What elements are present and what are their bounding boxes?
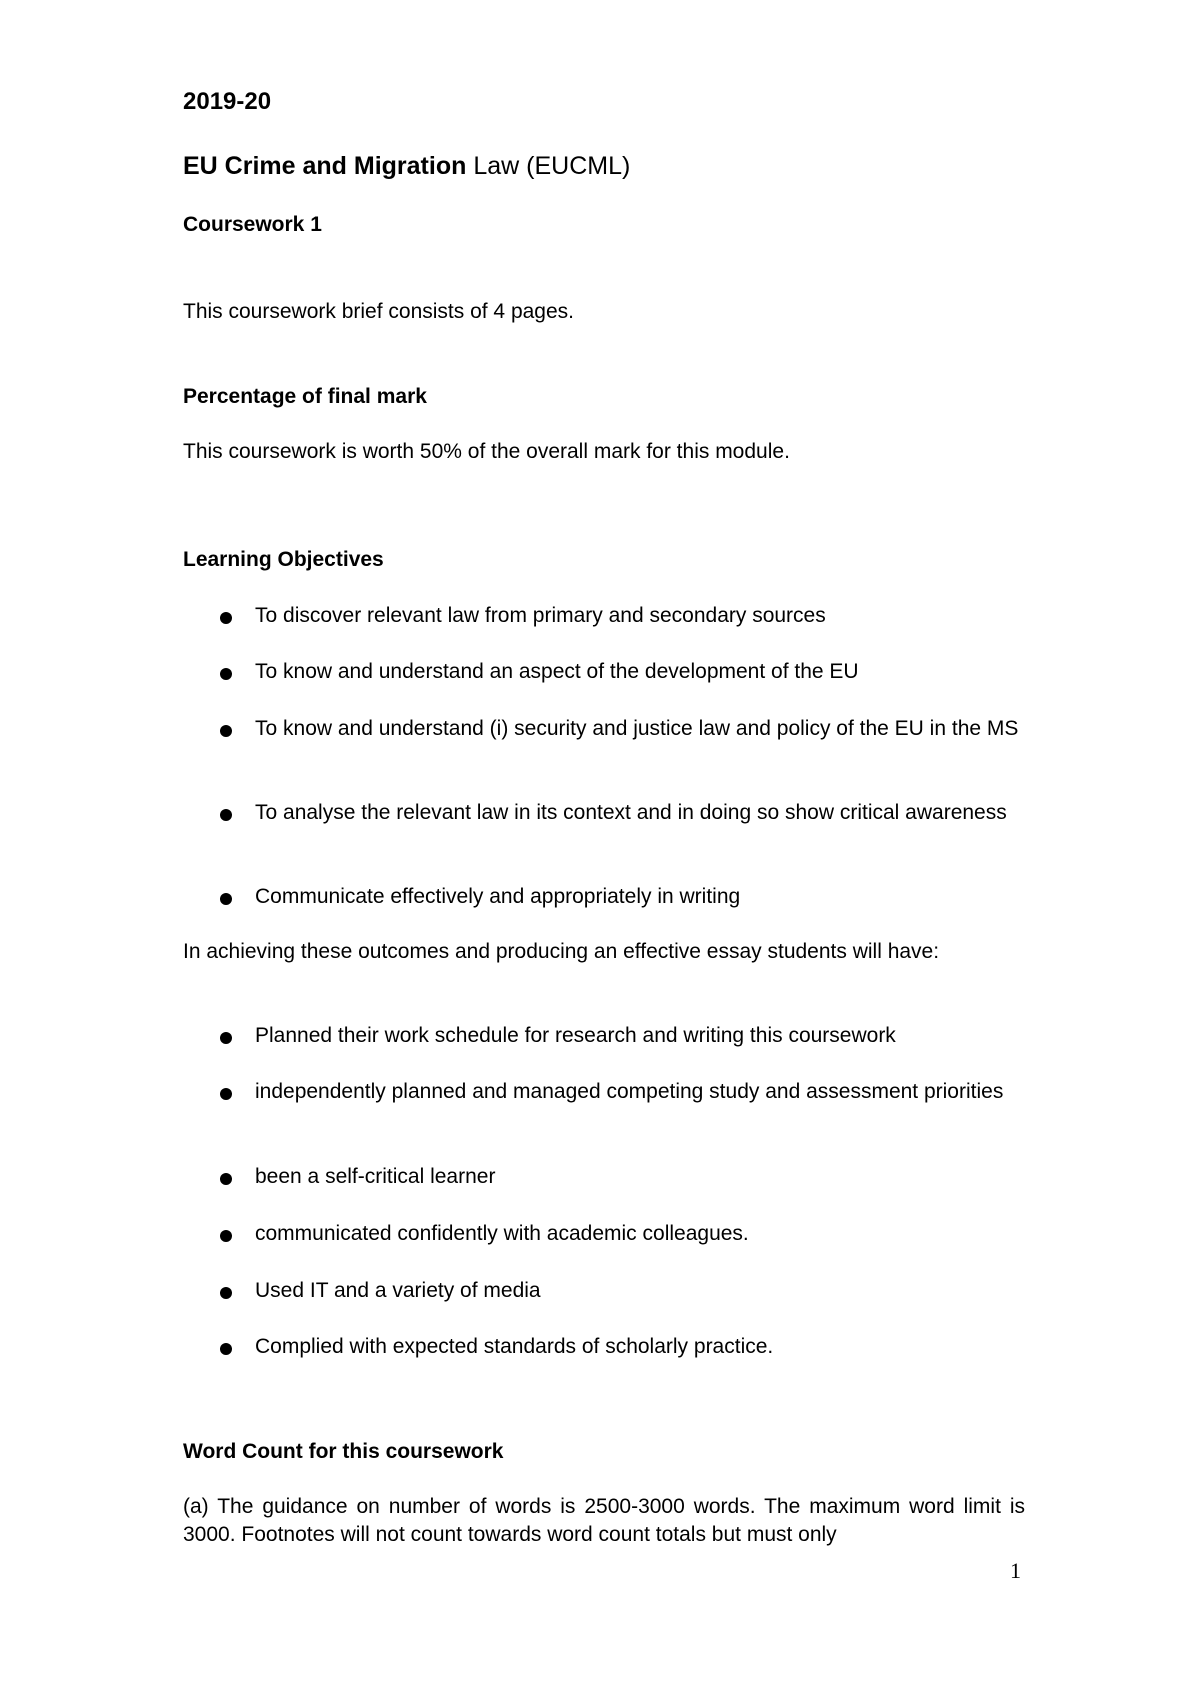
outcome-item: been a self-critical learner xyxy=(255,1165,496,1188)
bullet-icon xyxy=(220,1173,232,1185)
word-count-text: (a) The guidance on number of words is 2500-3000 words. The maximum word limit is 3000. Footnotes will not count towards word count totals but must only xyxy=(183,1495,1025,1546)
module-title-main: EU Crime and Migration xyxy=(183,152,467,180)
bullet-icon xyxy=(220,809,232,821)
learning-objectives-heading: Learning Objectives xyxy=(183,548,384,571)
page-number: 1 xyxy=(1010,1558,1021,1583)
objective-item: Communicate effectively and appropriately in writing xyxy=(255,885,741,908)
percentage-heading: Percentage of final mark xyxy=(183,385,427,408)
objective-item: To know and understand (i) security and justice law and policy of the EU in the MS xyxy=(255,717,1019,740)
bullet-icon xyxy=(220,893,232,905)
outcome-item: independently planned and managed competing study and assessment priorities xyxy=(255,1080,1004,1103)
outcome-item: communicated confidently with academic colleagues. xyxy=(255,1222,749,1245)
coursework-number: Coursework 1 xyxy=(183,213,322,236)
bullet-icon xyxy=(220,725,232,737)
bullet-icon xyxy=(220,1287,232,1299)
objective-item: To know and understand an aspect of the development of the EU xyxy=(255,660,859,683)
module-title xyxy=(183,152,630,181)
percentage-text: This coursework is worth 50% of the overall mark for this module. xyxy=(183,440,790,463)
bullet-icon xyxy=(220,1230,232,1242)
objective-item: To analyse the relevant law in its context and in doing so show critical awareness xyxy=(255,801,1007,824)
outcome-item: Complied with expected standards of scholarly practice. xyxy=(255,1335,774,1358)
academic-year: 2019-20 xyxy=(183,88,272,115)
bullet-icon xyxy=(220,612,232,624)
objective-item: To discover relevant law from primary and secondary sources xyxy=(255,604,826,627)
module-title-rest: Law (EUCML) xyxy=(473,152,631,180)
pages-note: This coursework brief consists of 4 pages. xyxy=(183,300,575,323)
bullet-icon xyxy=(220,1032,232,1044)
outcomes-intro: In achieving these outcomes and producing an effective essay students will have: xyxy=(183,940,940,963)
word-count-heading: Word Count for this coursework xyxy=(183,1440,504,1463)
bullet-icon xyxy=(220,1088,232,1100)
bullet-icon xyxy=(220,668,232,680)
bullet-icon xyxy=(220,1343,232,1355)
outcome-item: Planned their work schedule for research and writing this coursework xyxy=(255,1024,896,1047)
outcome-item: Used IT and a variety of media xyxy=(255,1279,541,1302)
